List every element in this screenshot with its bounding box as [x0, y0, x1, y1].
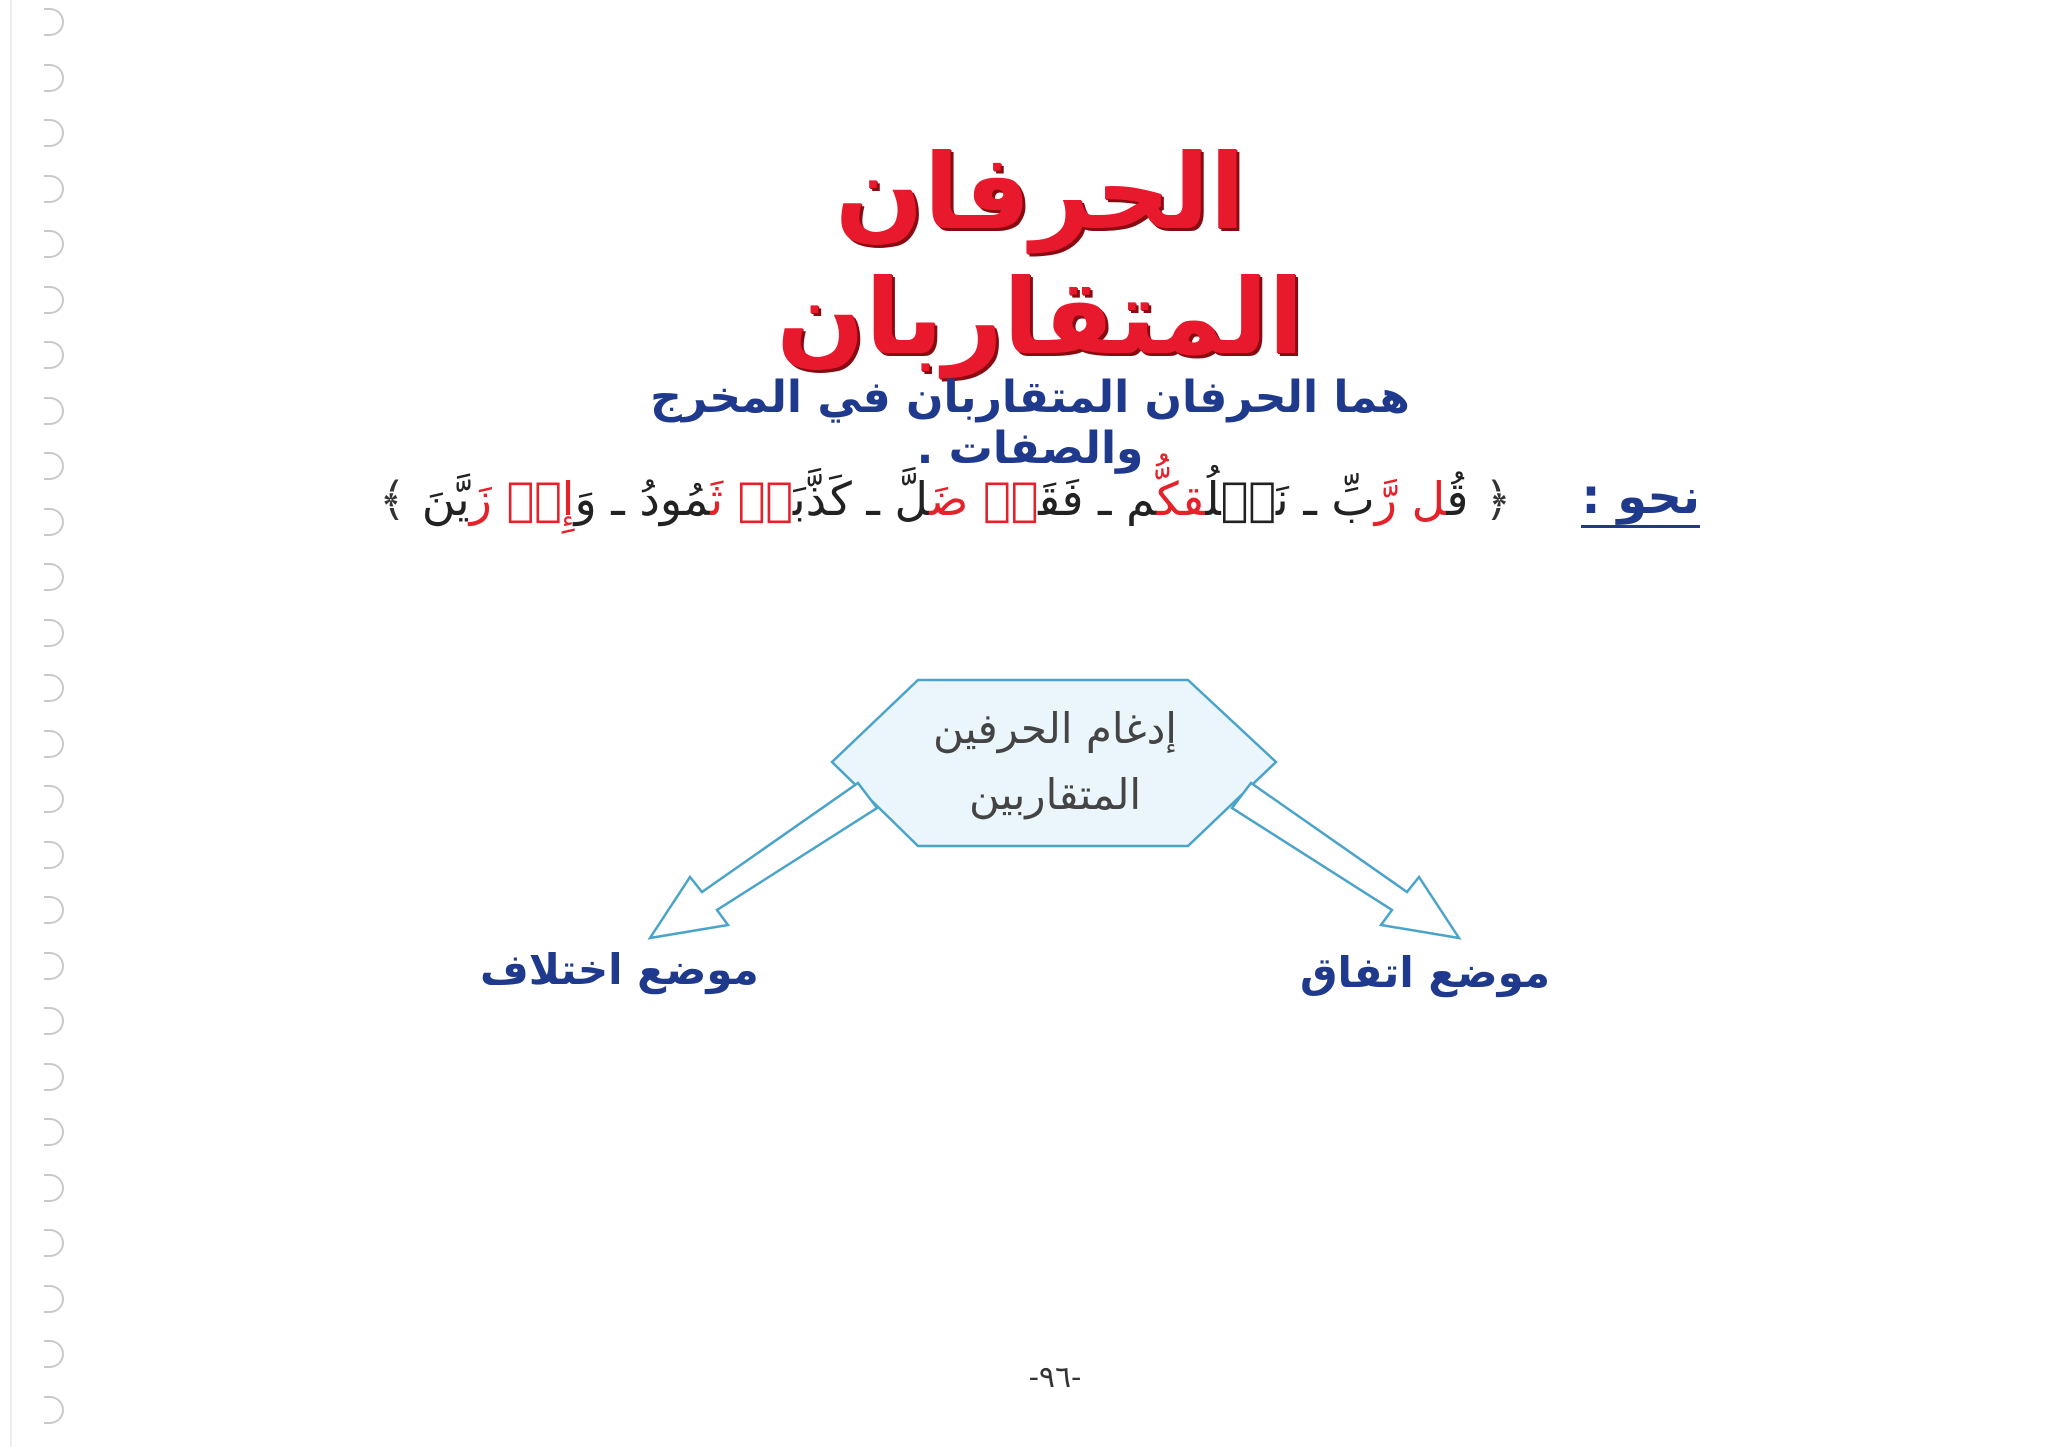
page-number: -٩٦-	[1028, 1360, 1082, 1395]
right-arrow	[1232, 783, 1459, 938]
verse-segment: قُ	[1446, 472, 1469, 527]
verse-segment: يَّنَ	[421, 472, 470, 527]
left-arrow	[650, 783, 877, 938]
verse-highlight: ل رَّ	[1374, 472, 1447, 527]
left-branch-label: موضع اختلاف	[480, 945, 759, 994]
center-label-line2: المتقاربين	[968, 770, 1142, 819]
close-bracket: ﴾	[378, 472, 406, 527]
definition-text: هما الحرفان المتقاربان في المخرج والصفات .	[650, 372, 1410, 474]
verse-segment: مُودُ ـ وَ	[574, 472, 711, 527]
page-title: الحرفان المتقاربان	[776, 131, 1304, 378]
verse-segment: لَّ ـ كَذَّبَ	[792, 472, 930, 527]
verse-segment: م ـ فَقَ	[1038, 472, 1157, 527]
center-label-line1: إدغام الحرفين	[933, 704, 1177, 753]
center-label	[860, 696, 1250, 828]
example-label: نحو :	[1581, 470, 1700, 528]
verse-highlight: قكُّ	[1156, 472, 1206, 527]
verse-segment: بِّ ـ	[1288, 472, 1375, 527]
verse-highlight: تۡ ثَ	[710, 472, 793, 527]
verse-segment: نَخۡلُ	[1205, 472, 1289, 527]
open-bracket: ﴿	[1484, 472, 1512, 527]
verse-highlight: إِذۡ زَ	[469, 472, 575, 527]
right-branch-label: موضع اتفاق	[1300, 948, 1550, 997]
verse-highlight: دۡ ضَ	[929, 472, 1039, 527]
